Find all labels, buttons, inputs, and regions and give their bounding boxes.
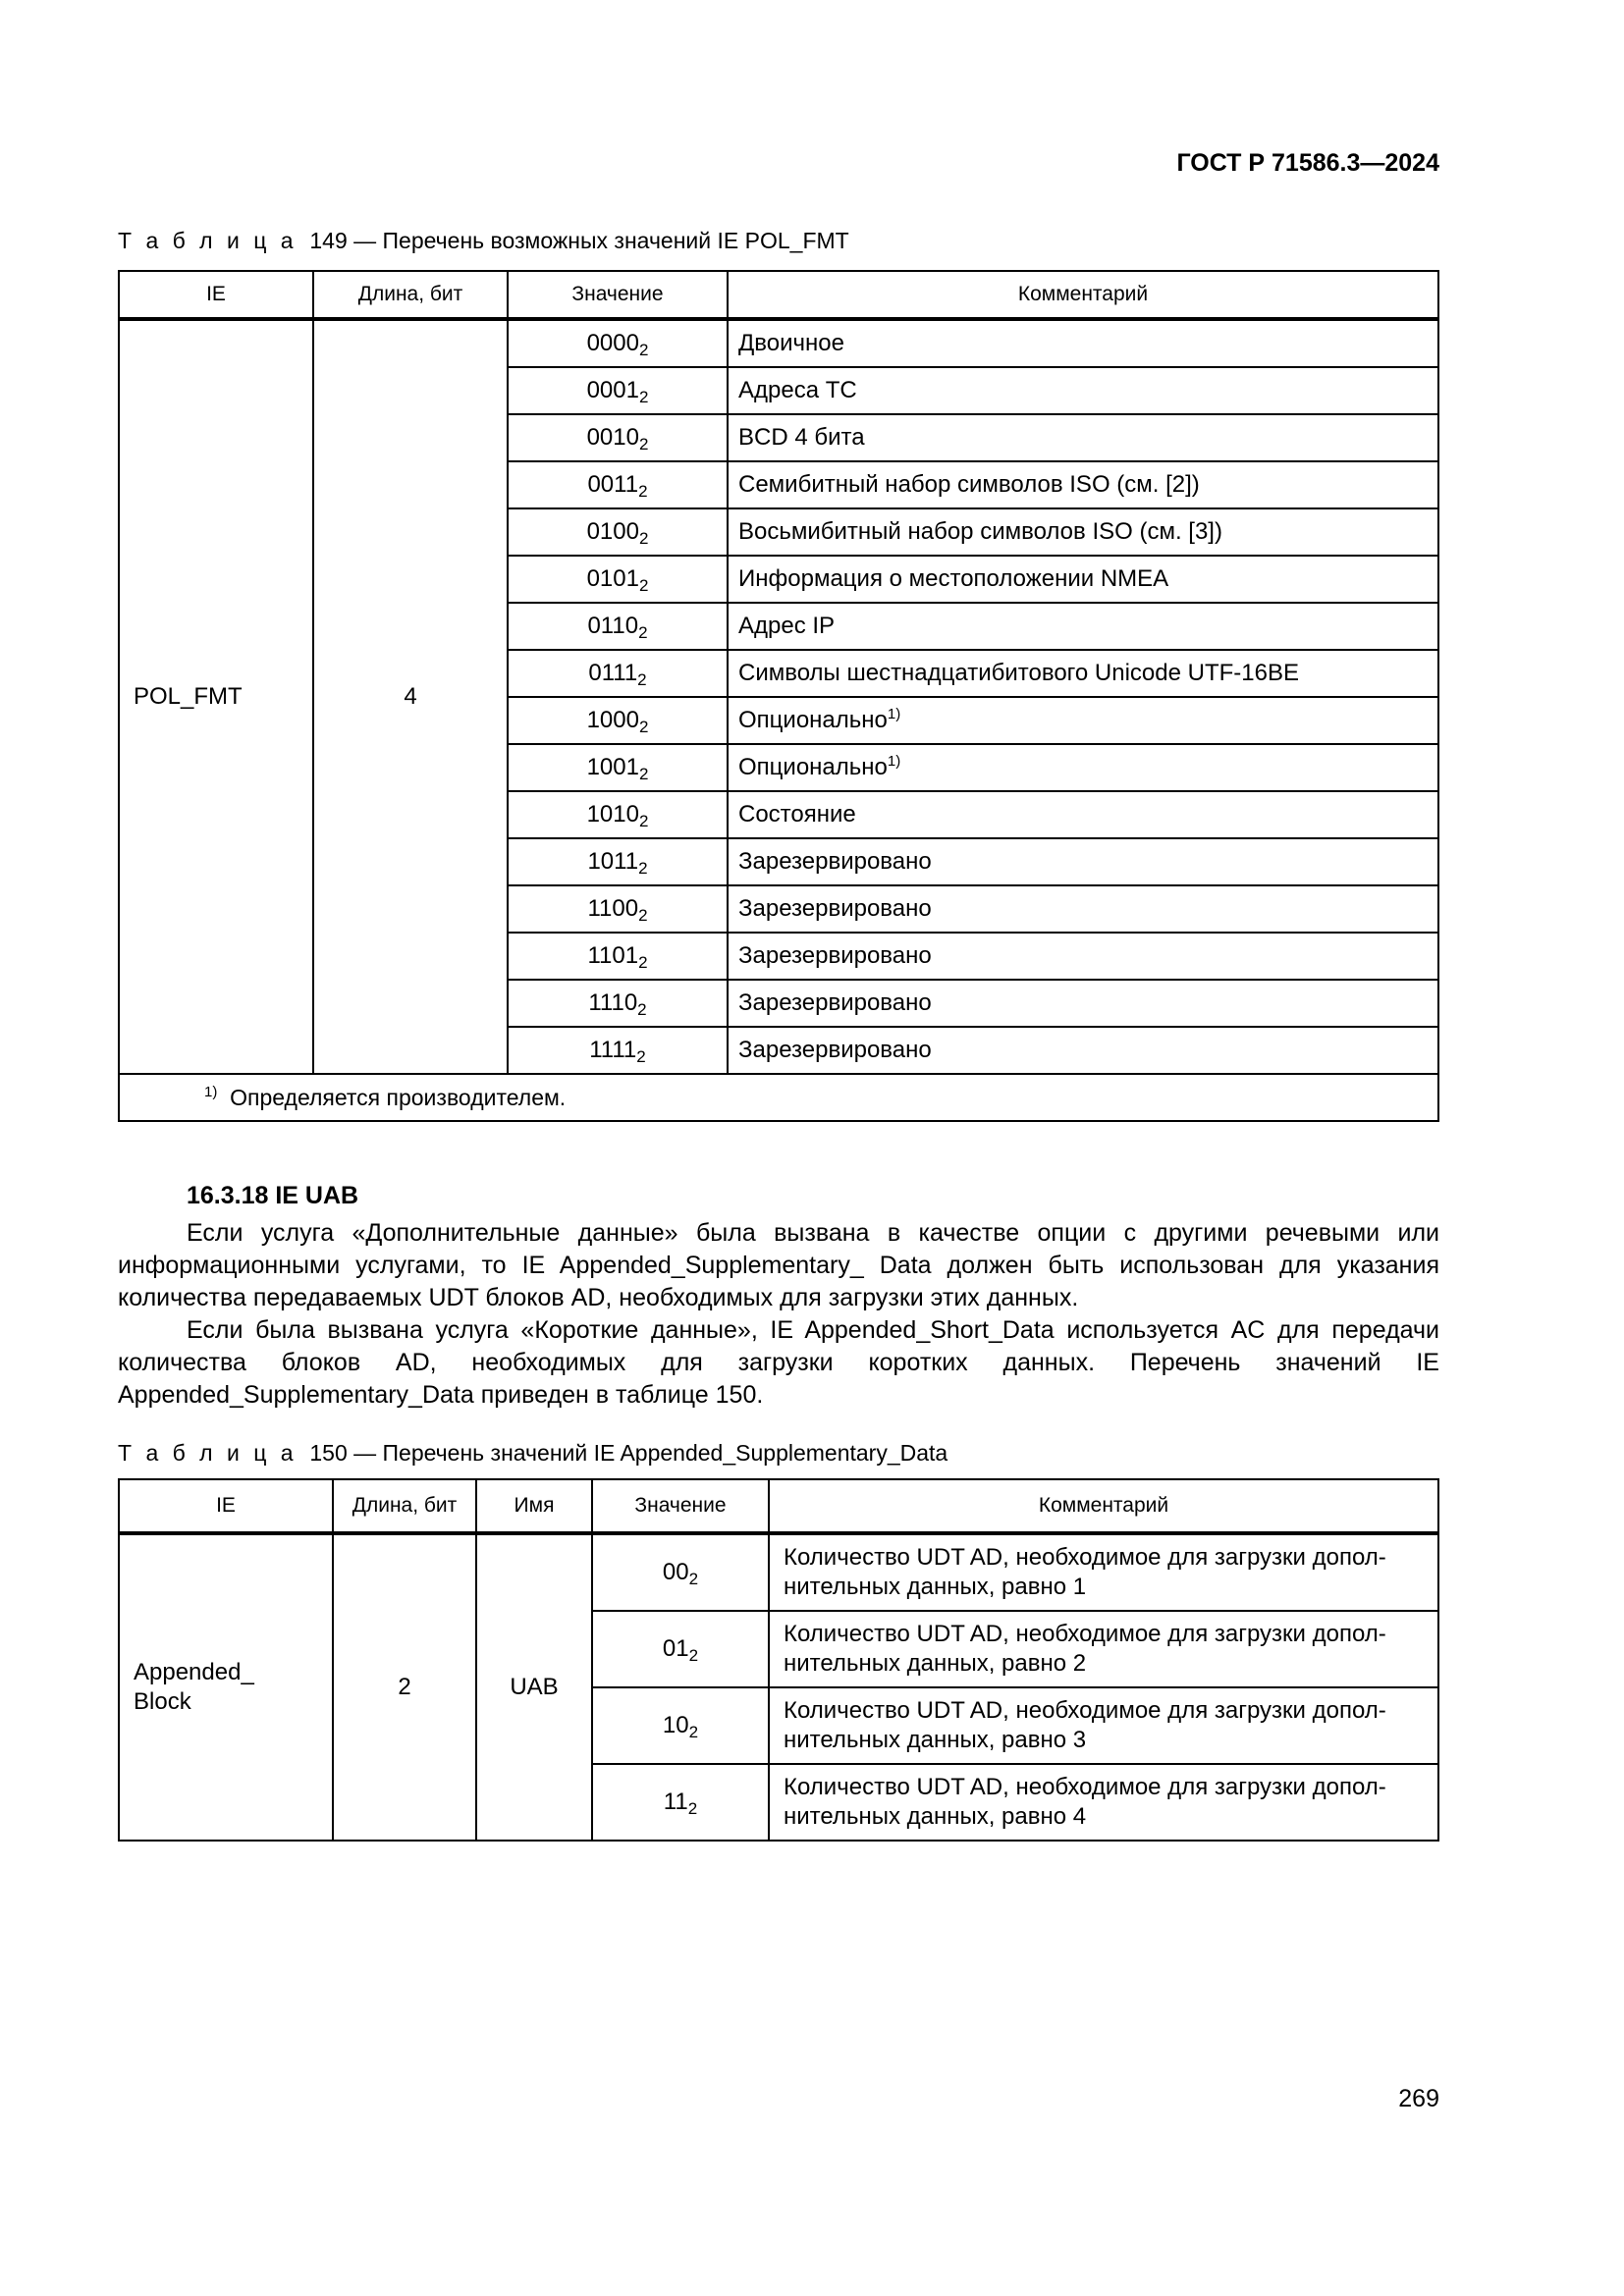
table-149-ie-cell: POL_FMT xyxy=(119,319,313,1074)
value-cell: $0001_2$ xyxy=(508,367,728,414)
table-150-header-length: Длина, бит xyxy=(333,1479,476,1533)
table-149 xyxy=(118,270,1439,1122)
value-cell: $00_2$ xyxy=(592,1533,769,1611)
comment-cell: Адреса ТС xyxy=(728,367,1438,414)
table-150-length-cell: 2 xyxy=(333,1533,476,1841)
table-150-header-value: Значение xyxy=(592,1479,769,1533)
value-cell: $0000_2$ xyxy=(508,319,728,367)
value-cell: $10_2$ xyxy=(592,1687,769,1764)
table-149-caption xyxy=(118,228,849,254)
table-150-header-name: Имя xyxy=(476,1479,592,1533)
comment-cell: BCD 4 бита xyxy=(728,414,1438,461)
comment-cell: Символы шестнадцатибитового Unicode UTF-16BE xyxy=(728,650,1438,697)
table-150-header-ie: IE xyxy=(119,1479,333,1533)
table-149-caption-label: Т а б л и ц а xyxy=(118,228,298,253)
table-149-caption-text: 149 — Перечень возможных значений IE POL_FMT xyxy=(309,228,849,253)
section-paragraph-2: Если была вызвана услуга «Короткие данные», IE Appended_Short_Data используется AC для передачи количества блоков AD, необходимых для загрузки коротких данных. Перечень значений IE Appended_Supplementary_Data приведен в таблице 150. xyxy=(118,1316,1439,1409)
comment-cell: Двоичное xyxy=(728,319,1438,367)
value-cell: $1010_2$ xyxy=(508,791,728,838)
value-cell: $0111_2$ xyxy=(508,650,728,697)
table-149-length-cell: 4 xyxy=(313,319,508,1074)
value-cell: $1101_2$ xyxy=(508,933,728,980)
comment-cell: Количество UDT AD, необходимое для загрузки допол- нительных данных, равно 3 xyxy=(769,1687,1438,1764)
table-row xyxy=(119,1533,1438,1611)
comment-cell: Зарезервировано xyxy=(728,885,1438,933)
comment-cell: Количество UDT AD, необходимое для загрузки допол- нительных данных, равно 2 xyxy=(769,1611,1438,1687)
page-number: 269 xyxy=(1398,2085,1439,2112)
table-150-caption-text: 150 — Перечень значений IE Appended_Supplementary_Data xyxy=(309,1440,948,1466)
value-cell: $01_2$ xyxy=(592,1611,769,1687)
table-150-name-cell: UAB xyxy=(476,1533,592,1841)
comment-cell: Зарезервировано xyxy=(728,838,1438,885)
document-standard-id: ГОСТ Р 71586.3—2024 xyxy=(1176,149,1439,177)
table-row xyxy=(119,319,1438,367)
table-149-header-row xyxy=(119,271,1438,319)
footnote-ref: 1) xyxy=(887,706,901,722)
comment-cell: Зарезервировано xyxy=(728,980,1438,1027)
comment-cell: Зарезервировано xyxy=(728,933,1438,980)
comment-cell: Количество UDT AD, необходимое для загрузки допол- нительных данных, равно 1 xyxy=(769,1533,1438,1611)
comment-cell: Опционально$^{1)}$ xyxy=(728,744,1438,791)
comment-cell: Адрес IP xyxy=(728,603,1438,650)
value-cell: $0011_2$ xyxy=(508,461,728,508)
table-149-header-value: Значение xyxy=(508,271,728,319)
table-150 xyxy=(118,1478,1439,1842)
value-cell: $0101_2$ xyxy=(508,556,728,603)
table-149-footnote-row xyxy=(119,1074,1438,1121)
value-cell: $1100_2$ xyxy=(508,885,728,933)
value-cell: $1000_2$ xyxy=(508,697,728,744)
table-150-caption-label: Т а б л и ц а xyxy=(118,1440,298,1466)
value-cell: $1110_2$ xyxy=(508,980,728,1027)
value-cell: $1011_2$ xyxy=(508,838,728,885)
comment-cell: Опционально$^{1)}$ xyxy=(728,697,1438,744)
comment-cell: Зарезервировано xyxy=(728,1027,1438,1074)
value-cell: $1001_2$ xyxy=(508,744,728,791)
comment-cell: Семибитный набор символов ISO (см. [2]) xyxy=(728,461,1438,508)
comment-cell: Количество UDT AD, необходимое для загрузки допол- нительных данных, равно 4 xyxy=(769,1764,1438,1841)
table-149-header-ie: IE xyxy=(119,271,313,319)
section-heading: 16.3.18 IE UAB xyxy=(187,1182,359,1209)
comment-cell: Состояние xyxy=(728,791,1438,838)
comment-cell: Информация о местоположении NMEA xyxy=(728,556,1438,603)
comment-cell: Восьмибитный набор символов ISO (см. [3]) xyxy=(728,508,1438,556)
table-149-footnote: $^{1)}$ Определяется производителем. xyxy=(119,1074,1438,1121)
table-150-header-row xyxy=(119,1479,1438,1533)
table-149-header-length: Длина, бит xyxy=(313,271,508,319)
section-paragraph-1: Если услуга «Дополнительные данные» была вызвана в качестве опции с другими речевыми или информационными услугами, то IE Appended_Supplementary_ Data должен быть использован для указания количества передаваемых UDT блоков AD, необходимых для загрузки этих данных. xyxy=(118,1219,1439,1311)
table-150-caption xyxy=(118,1440,947,1467)
footnote-ref: 1) xyxy=(887,753,901,770)
table-150-header-comment: Комментарий xyxy=(769,1479,1438,1533)
value-cell: $11_2$ xyxy=(592,1764,769,1841)
table-149-header-comment: Комментарий xyxy=(728,271,1438,319)
value-cell: $0010_2$ xyxy=(508,414,728,461)
value-cell: $0110_2$ xyxy=(508,603,728,650)
value-cell: $1111_2$ xyxy=(508,1027,728,1074)
table-150-ie-cell: Appended_ Block xyxy=(119,1533,333,1841)
value-cell: $0100_2$ xyxy=(508,508,728,556)
